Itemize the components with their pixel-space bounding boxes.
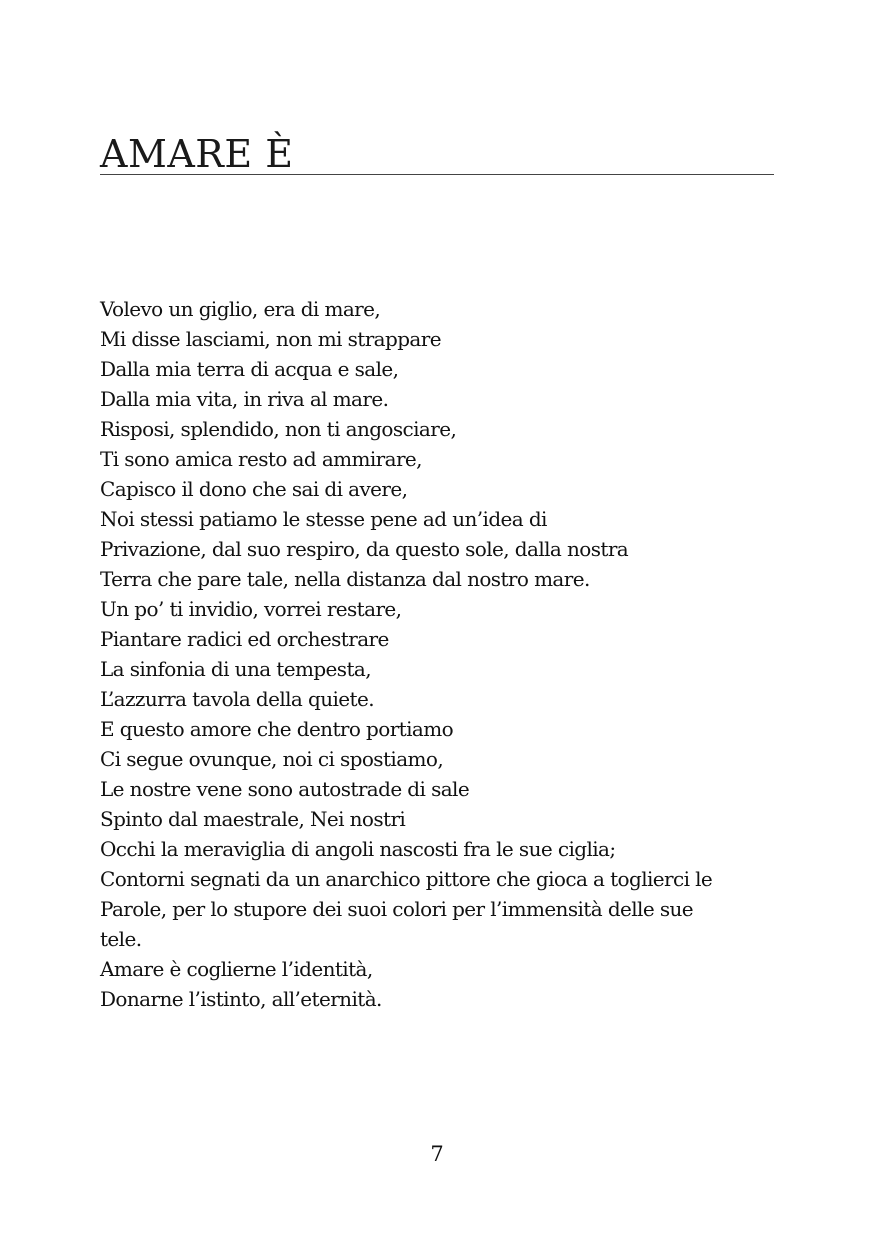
page-number: 7 <box>430 1142 444 1166</box>
poem-line: La sinfonia di una tempesta, <box>100 657 371 681</box>
poem-line: Ti sono amica resto ad ammirare, <box>100 447 422 471</box>
poem-line: Noi stessi patiamo le stesse pene ad un’idea di <box>100 507 547 531</box>
poem-line: Dalla mia terra di acqua e sale, <box>100 357 399 381</box>
poem-line: Ci segue ovunque, noi ci spostiamo, <box>100 747 444 771</box>
page-title: AMARE È <box>100 132 294 176</box>
poem-line: Piantare radici ed orchestrare <box>100 627 389 651</box>
poem-line: Capisco il dono che sai di avere, <box>100 477 408 501</box>
poem-line: Spinto dal maestrale, Nei nostri <box>100 807 406 831</box>
title-underline <box>100 174 774 175</box>
poem-line: Risposi, splendido, non ti angosciare, <box>100 417 457 441</box>
poem-line: Le nostre vene sono autostrade di sale <box>100 777 470 801</box>
poem-line: Volevo un giglio, era di mare, <box>100 297 381 321</box>
poem-line: Un po’ ti invidio, vorrei restare, <box>100 597 402 621</box>
poem-body <box>100 294 790 1014</box>
poem-line: Parole, per lo stupore dei suoi colori per l’immensità delle sue <box>100 897 694 921</box>
poem-line: Terra che pare tale, nella distanza dal nostro mare. <box>100 567 590 591</box>
poem-line: Amare è coglierne l’identità, <box>100 957 373 981</box>
poem-line: Contorni segnati da un anarchico pittore che gioca a toglierci le <box>100 867 713 891</box>
poem-line: Privazione, dal suo respiro, da questo sole, dalla nostra <box>100 537 629 561</box>
poem-line: E questo amore che dentro portiamo <box>100 717 454 741</box>
poem-line: Donarne l’istinto, all’eternità. <box>100 987 382 1011</box>
poem-line: tele. <box>100 927 142 951</box>
poem-line: L’azzurra tavola della quiete. <box>100 687 374 711</box>
poem-line: Mi disse lasciami, non mi strappare <box>100 327 441 351</box>
poem-line: Dalla mia vita, in riva al mare. <box>100 387 389 411</box>
poem-line: Occhi la meraviglia di angoli nascosti fra le sue ciglia; <box>100 837 616 861</box>
